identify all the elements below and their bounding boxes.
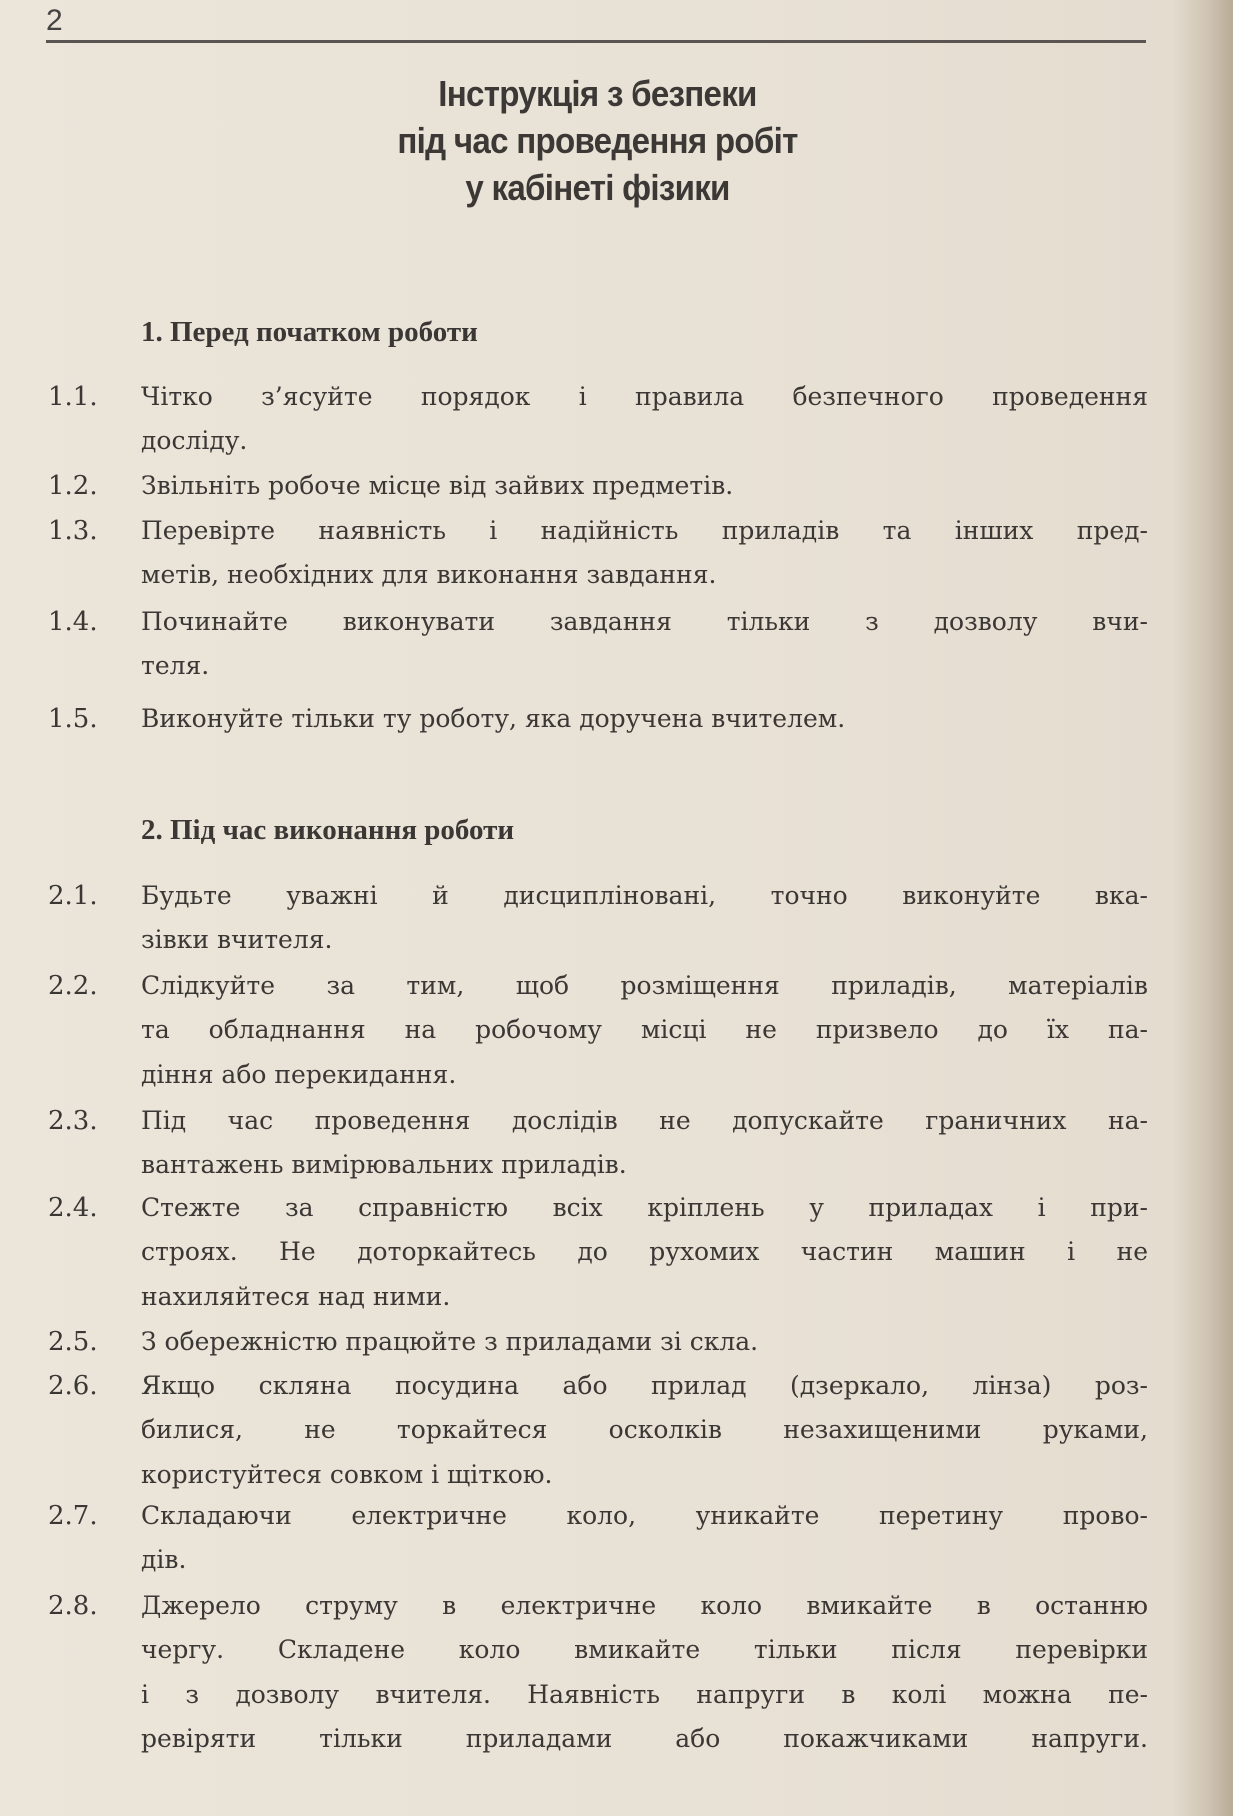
title-line: у кабінеті фізики [465,167,730,208]
title-line: під час проведення робіт [397,120,798,161]
text-line: вантажень вимірювальних приладів. [141,1150,627,1180]
text-line: Якщо скляна посудина або прилад (дзеркало, лінза) роз- [141,1371,1148,1400]
item-number: 1.4. [48,607,98,637]
text-line: Стежте за справністю всіх кріплень у приладах і при- [141,1193,1148,1222]
text-line: ревіряти тільки приладами або покажчиками напруги. [141,1724,1148,1754]
item-text [141,509,1148,598]
item-text [141,375,1148,464]
item-number: 2.6. [48,1371,98,1401]
text-line: зівки вчителя. [141,925,333,955]
item-number: 2.7. [48,1501,98,1531]
text-line: досліду. [141,426,248,456]
text-line: користуйтеся совком і щіткою. [141,1459,553,1489]
item-number: 2.2. [48,971,98,1001]
page-title [48,70,1147,211]
text-line: Чітко з’ясуйте порядок і правила безпечного проведення [141,382,1148,411]
text-line: билися, не торкайтеся осколків незахищеними руками, [141,1415,1148,1445]
item-number: 1.5. [48,704,98,734]
text-line: діння або перекидання. [141,1059,457,1089]
item-text [141,1584,1148,1762]
item-text [141,1186,1148,1319]
text-line: Складаючи електричне коло, уникайте перетину прово- [141,1501,1148,1530]
item-number: 1.3. [48,516,98,546]
page-number: 2 [46,4,63,37]
text-line: Виконуйте тільки ту роботу, яка доручена вчителем. [141,704,846,733]
text-line: дів. [141,1545,187,1575]
item-number: 2.8. [48,1591,98,1621]
item-text [141,1364,1148,1497]
item-text [141,874,1148,963]
text-line: та обладнання на робочому місці не призвело до їх па- [141,1015,1148,1045]
item-text [141,1320,1148,1364]
text-line: чергу. Складене коло вмикайте тільки після перевірки [141,1635,1148,1665]
header-rule [46,40,1146,43]
item-text [141,464,1148,508]
item-text [141,1099,1148,1188]
item-number: 2.1. [48,881,98,911]
item-text [141,1494,1148,1583]
item-number: 1.2. [48,471,98,501]
text-line: і з дозволу вчителя. Наявність напруги в колі можна пе- [141,1679,1148,1709]
item-text [141,964,1148,1097]
section-heading: 1. Перед початком роботи [141,316,478,348]
text-line: З обережністю працюйте з приладами зі скла. [141,1327,759,1356]
text-line: строях. Не доторкайтесь до рухомих частин машин і не [141,1237,1148,1267]
text-line: теля. [141,651,210,681]
text-line: метів, необхідних для виконання завдання. [141,560,717,590]
item-number: 2.3. [48,1106,98,1136]
text-line: Перевірте наявність і надійність приладів та інших пред- [141,516,1148,545]
title-line: Інструкція з безпеки [438,73,757,114]
item-text [141,697,1148,741]
item-number: 1.1. [48,382,98,412]
text-line: Звільніть робоче місце від зайвих предметів. [141,471,734,500]
text-line: Під час проведення дослідів не допускайте граничних на- [141,1106,1148,1135]
section-heading: 2. Під час виконання роботи [141,814,515,846]
text-line: Будьте уважні й дисципліновані, точно виконуйте вка- [141,881,1148,910]
text-line: Починайте виконувати завдання тільки з дозволу вчи- [141,607,1148,636]
text-line: нахиляйтеся над ними. [141,1281,451,1311]
item-number: 2.5. [48,1327,98,1357]
item-text [141,600,1148,689]
item-number: 2.4. [48,1193,98,1223]
text-line: Джерело струму в електричне коло вмикайте в останню [141,1591,1148,1620]
text-line: Слідкуйте за тим, щоб розміщення приладів, матеріалів [141,971,1148,1000]
